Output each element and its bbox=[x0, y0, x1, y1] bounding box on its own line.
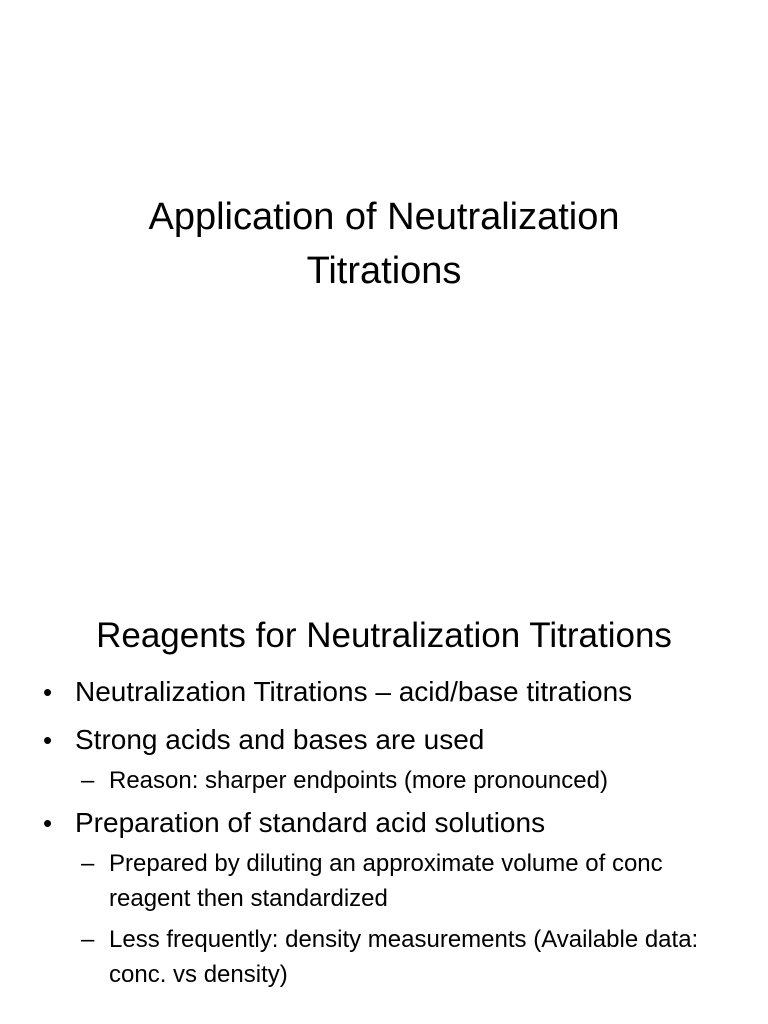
bullet-item bbox=[40, 806, 740, 992]
dash-icon: – bbox=[81, 850, 95, 877]
bullet-text: Strong acids and bases are used bbox=[75, 724, 485, 755]
slide-1-title bbox=[40, 190, 728, 298]
sub-bullet-text: Less frequently: density measurements (Available data: conc. vs density) bbox=[109, 926, 699, 988]
sub-bullet-item bbox=[75, 846, 709, 916]
bullet-text: Preparation of standard acid solutions bbox=[75, 807, 546, 838]
sub-bullet-text: Prepared by diluting an approximate volume of conc reagent then standardized bbox=[109, 850, 663, 912]
bullet-icon: • bbox=[43, 677, 53, 707]
bullet-item bbox=[40, 723, 740, 798]
bullet-icon: • bbox=[43, 725, 53, 755]
sub-bullet-list bbox=[75, 763, 740, 798]
sub-bullet-list bbox=[75, 846, 740, 992]
bullet-list bbox=[40, 675, 740, 1006]
title-line-2: Titrations bbox=[306, 250, 462, 292]
sub-bullet-item bbox=[75, 922, 709, 992]
sub-bullet-item bbox=[75, 763, 709, 798]
bullet-item bbox=[40, 675, 740, 709]
dash-icon: – bbox=[81, 767, 95, 794]
sub-bullet-text: Reason: sharper endpoints (more pronounced) bbox=[109, 767, 608, 794]
bullet-icon: • bbox=[43, 808, 53, 838]
bullet-text: Neutralization Titrations – acid/base titrations bbox=[75, 676, 633, 707]
dash-icon: – bbox=[81, 926, 95, 953]
slide-2-title: Reagents for Neutralization Titrations bbox=[96, 616, 672, 655]
slide-reagents bbox=[0, 576, 768, 1024]
title-line-1: Application of Neutralization bbox=[148, 196, 620, 238]
